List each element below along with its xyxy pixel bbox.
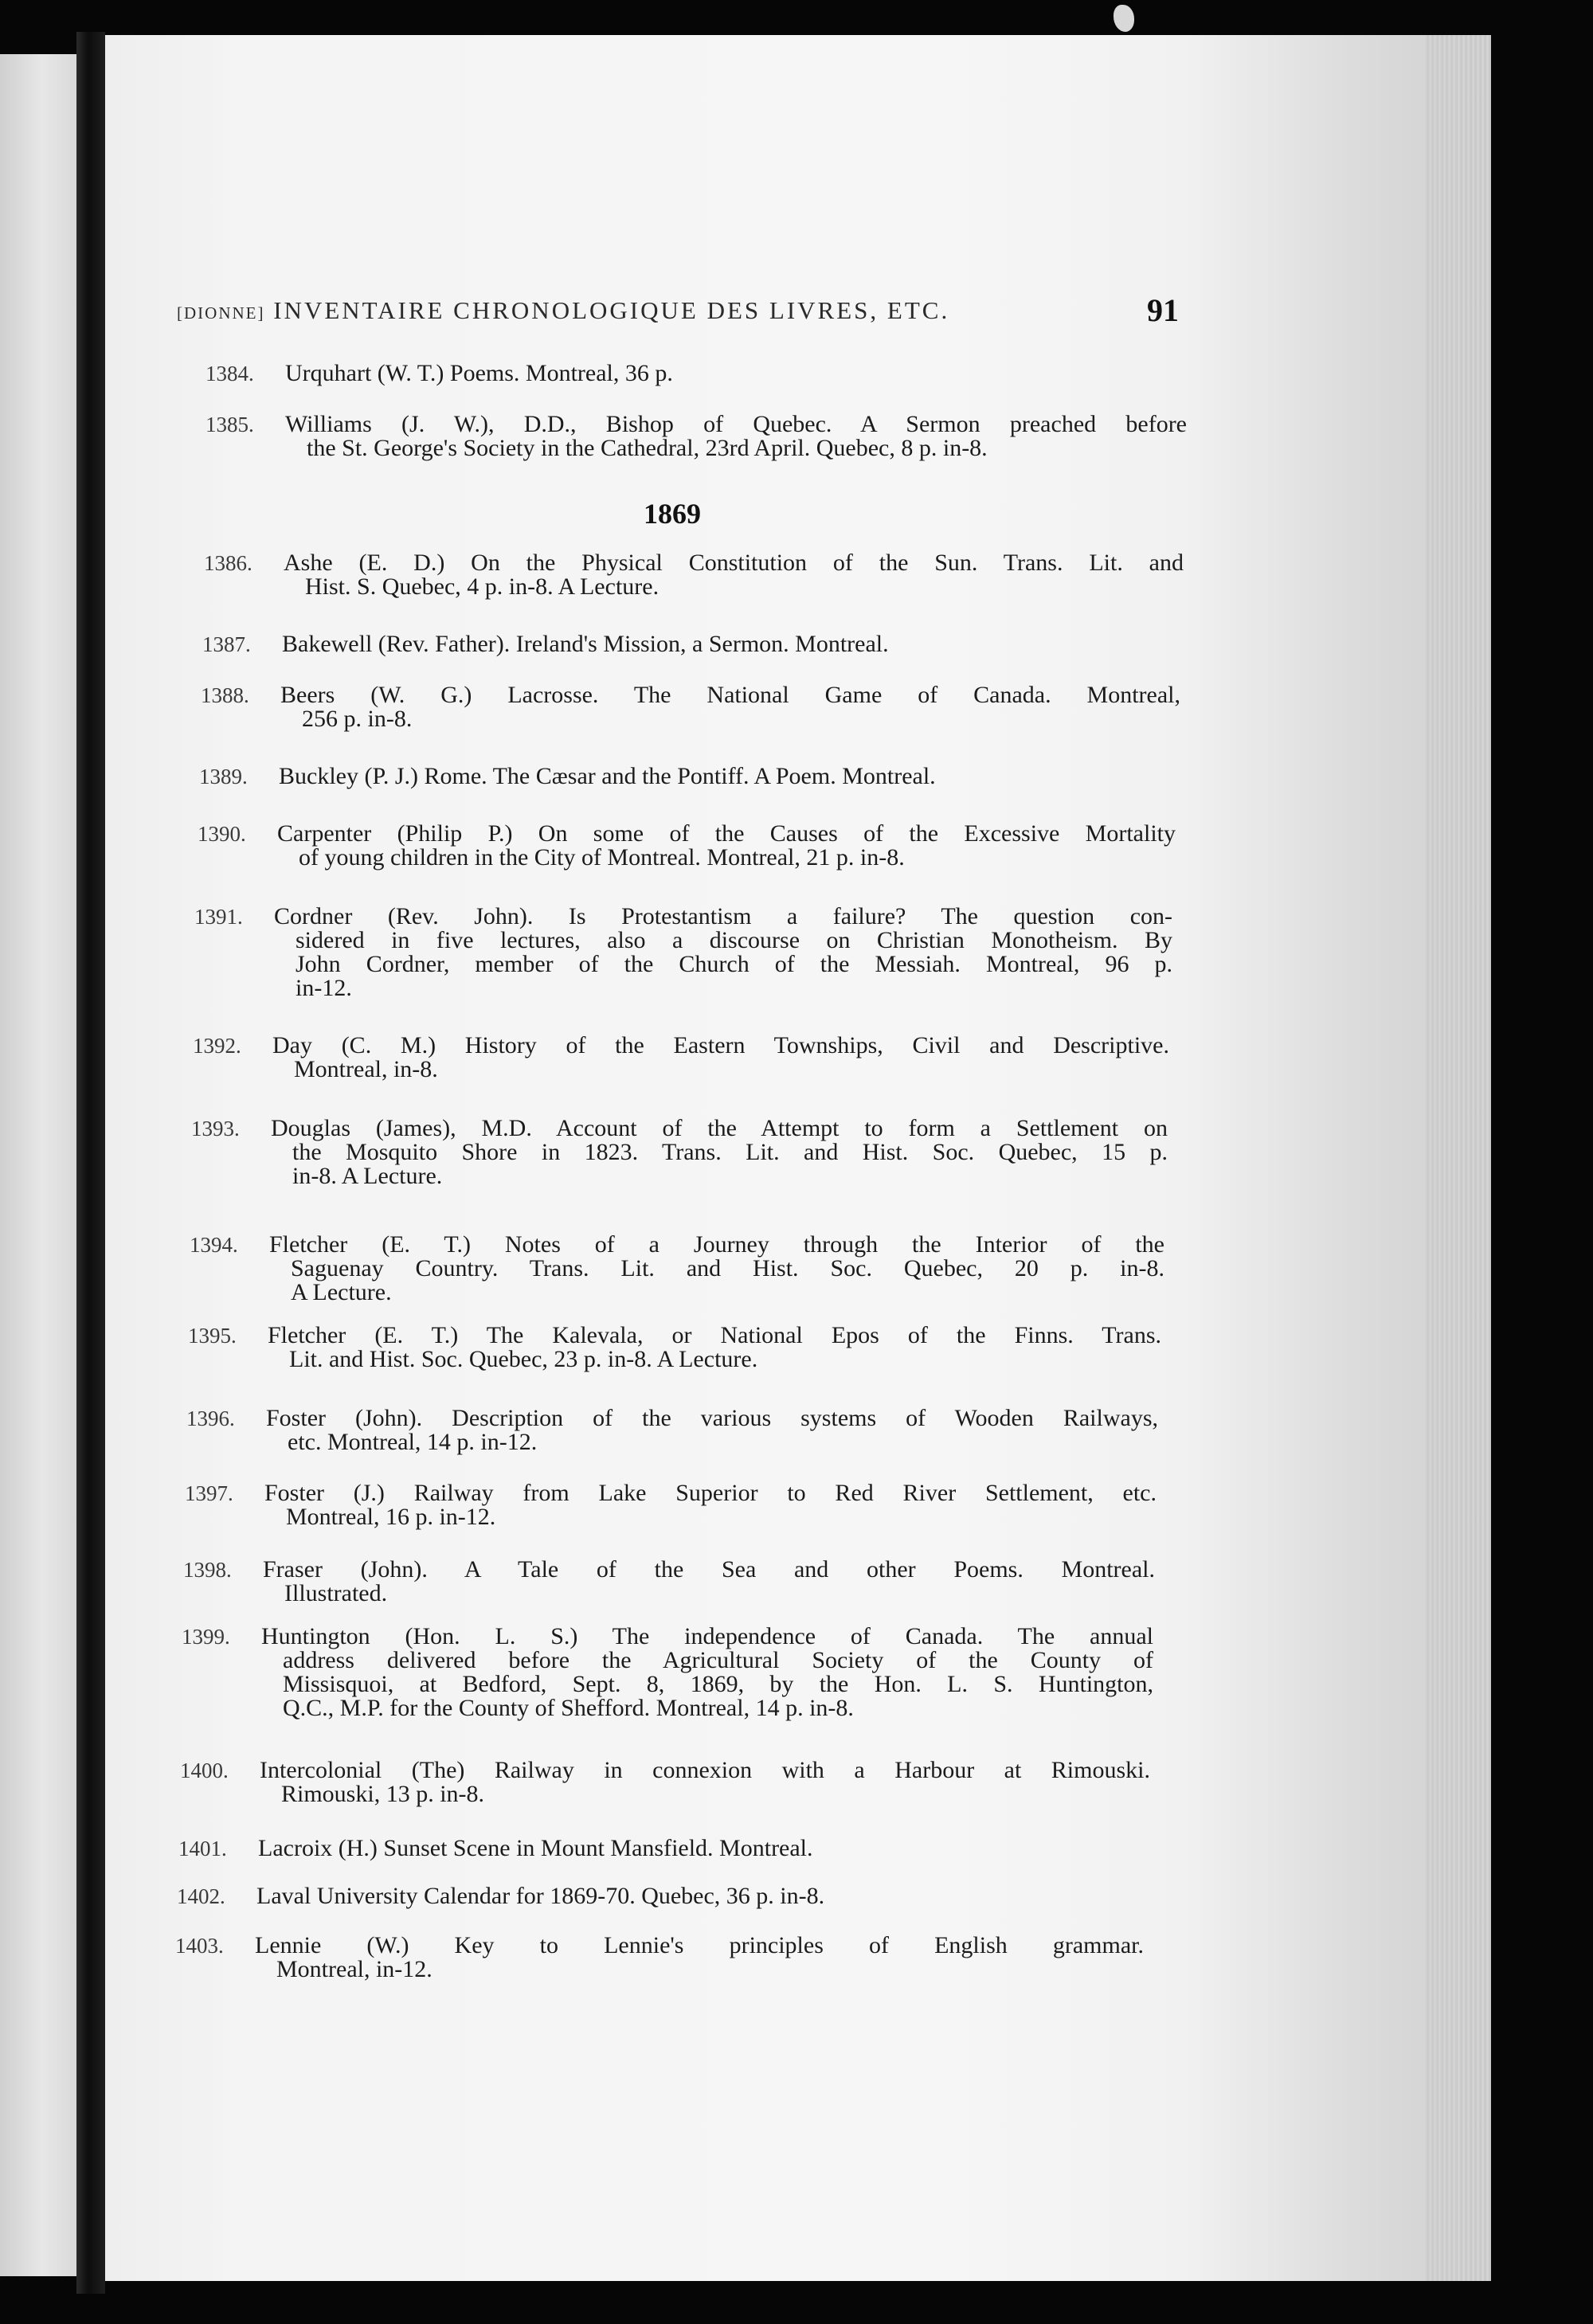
scan-speck	[1114, 5, 1134, 32]
entry-line: Day (C. M.) History of the Eastern Townships, Civil and Descriptive.	[272, 1032, 1169, 1058]
entry-line: Saguenay Country. Trans. Lit. and Hist. Soc. Quebec, 20 p. in-8.	[291, 1255, 1164, 1281]
entry-line: Carpenter (Philip P.) On some of the Causes of the Excessive Mortality	[277, 820, 1176, 847]
entry-line: Fletcher (E. T.) Notes of a Journey through the Interior of the	[269, 1231, 1164, 1258]
entry-line: the St. George's Society in the Cathedral, 23rd April. Quebec, 8 p. in-8.	[307, 435, 988, 461]
entry-line: Rimouski, 13 p. in-8.	[281, 1781, 485, 1807]
entry-line: 256 p. in-8.	[302, 706, 413, 732]
entry-line: in-12.	[296, 975, 352, 1001]
entry-line: Buckley (P. J.) Rome. The Cæsar and the Pontiff. A Poem. Montreal.	[279, 763, 936, 789]
entry-number: 1401.	[178, 1837, 227, 1860]
entry-line: the Mosquito Shore in 1823. Trans. Lit. and Hist. Soc. Quebec, 15 p.	[292, 1139, 1168, 1165]
entry-line: John Cordner, member of the Church of the Messiah. Montreal, 96 p.	[296, 951, 1172, 977]
entry-line: A Lecture.	[291, 1279, 392, 1305]
entry-line: Cordner (Rev. John). Is Protestantism a failure? The question con-	[274, 903, 1172, 929]
entry-line: address delivered before the Agricultural Society of the County of	[283, 1647, 1153, 1673]
entry-number: 1395.	[188, 1324, 237, 1348]
entry-number: 1391.	[194, 905, 243, 929]
entry-number: 1402.	[177, 1884, 225, 1908]
entry-line: sidered in five lectures, also a discourse on Christian Monotheism. By	[296, 927, 1172, 953]
running-head-title: INVENTAIRE CHRONOLOGIQUE DES LIVRES, ETC.	[273, 296, 950, 324]
entry-line: Lennie (W.) Key to Lennie's principles of English grammar.	[255, 1932, 1144, 1958]
entry-line: in-8. A Lecture.	[292, 1163, 443, 1189]
page-fore-edge	[1426, 35, 1491, 2281]
entry-number: 1392.	[193, 1034, 241, 1058]
entry-number: 1393.	[191, 1117, 240, 1140]
entry-number: 1397.	[185, 1481, 233, 1505]
entry-number: 1385.	[205, 413, 254, 436]
page-number: 91	[1147, 292, 1179, 328]
facing-page-edge	[0, 54, 76, 2276]
entry-number: 1399.	[182, 1625, 230, 1649]
entry-line: of young children in the City of Montreal. Montreal, 21 p. in-8.	[299, 844, 905, 871]
entry-line: etc. Montreal, 14 p. in-12.	[288, 1429, 538, 1455]
entry-line: Huntington (Hon. L. S.) The independence of Canada. The annual	[261, 1623, 1153, 1649]
entry-number: 1389.	[199, 765, 248, 788]
entry-number: 1386.	[204, 551, 252, 575]
entry-number: 1400.	[180, 1759, 229, 1782]
entry-number: 1388.	[201, 683, 249, 707]
entry-number: 1394.	[190, 1233, 238, 1257]
entry-number: 1387.	[202, 632, 251, 656]
running-head-tag: [DIONNE]	[177, 303, 265, 323]
year-heading: 1869	[644, 498, 701, 530]
entry-line: Foster (J.) Railway from Lake Superior to Red River Settlement, etc.	[264, 1480, 1157, 1506]
book-spine	[76, 32, 105, 2294]
entry-line: Q.C., M.P. for the County of Shefford. Montreal, 14 p. in-8.	[283, 1695, 854, 1721]
entry-line: Fletcher (E. T.) The Kalevala, or National Epos of the Finns. Trans.	[268, 1322, 1161, 1348]
entry-line: Lit. and Hist. Soc. Quebec, 23 p. in-8. A Lecture.	[289, 1346, 758, 1372]
entry-line: Hist. S. Quebec, 4 p. in-8. A Lecture.	[305, 573, 660, 600]
entry-line: Intercolonial (The) Railway in connexion with a Harbour at Rimouski.	[260, 1757, 1150, 1783]
running-head	[177, 296, 1196, 325]
entry-line: Montreal, in-12.	[276, 1956, 432, 1982]
entry-line: Montreal, 16 p. in-12.	[286, 1504, 496, 1530]
entry-number: 1398.	[183, 1558, 232, 1582]
entry-line: Williams (J. W.), D.D., Bishop of Quebec. A Sermon preached before	[285, 411, 1187, 437]
entry-line: Laval University Calendar for 1869-70. Quebec, 36 p. in-8.	[256, 1883, 825, 1909]
entry-number: 1396.	[186, 1407, 235, 1430]
entry-line: Missisquoi, at Bedford, Sept. 8, 1869, by the Hon. L. S. Huntington,	[283, 1671, 1153, 1697]
entry-line: Foster (John). Description of the various systems of Wooden Railways,	[266, 1405, 1158, 1431]
entry-line: Fraser (John). A Tale of the Sea and other Poems. Montreal.	[263, 1556, 1155, 1583]
entry-line: Montreal, in-8.	[294, 1056, 438, 1082]
entry-line: Bakewell (Rev. Father). Ireland's Mission, a Sermon. Montreal.	[282, 631, 889, 657]
entry-line: Lacroix (H.) Sunset Scene in Mount Mansfield. Montreal.	[258, 1835, 813, 1861]
entry-line: Urquhart (W. T.) Poems. Montreal, 36 p.	[285, 360, 673, 386]
entry-line: Douglas (James), M.D. Account of the Attempt to form a Settlement on	[271, 1115, 1168, 1141]
entry-line: Beers (W. G.) Lacrosse. The National Game of Canada. Montreal,	[280, 682, 1180, 708]
entry-number: 1384.	[205, 362, 254, 385]
entry-line: Illustrated.	[284, 1580, 388, 1606]
entry-number: 1390.	[198, 822, 246, 846]
entry-number: 1403.	[175, 1934, 224, 1958]
entry-line: Ashe (E. D.) On the Physical Constitution of the Sun. Trans. Lit. and	[284, 550, 1184, 576]
